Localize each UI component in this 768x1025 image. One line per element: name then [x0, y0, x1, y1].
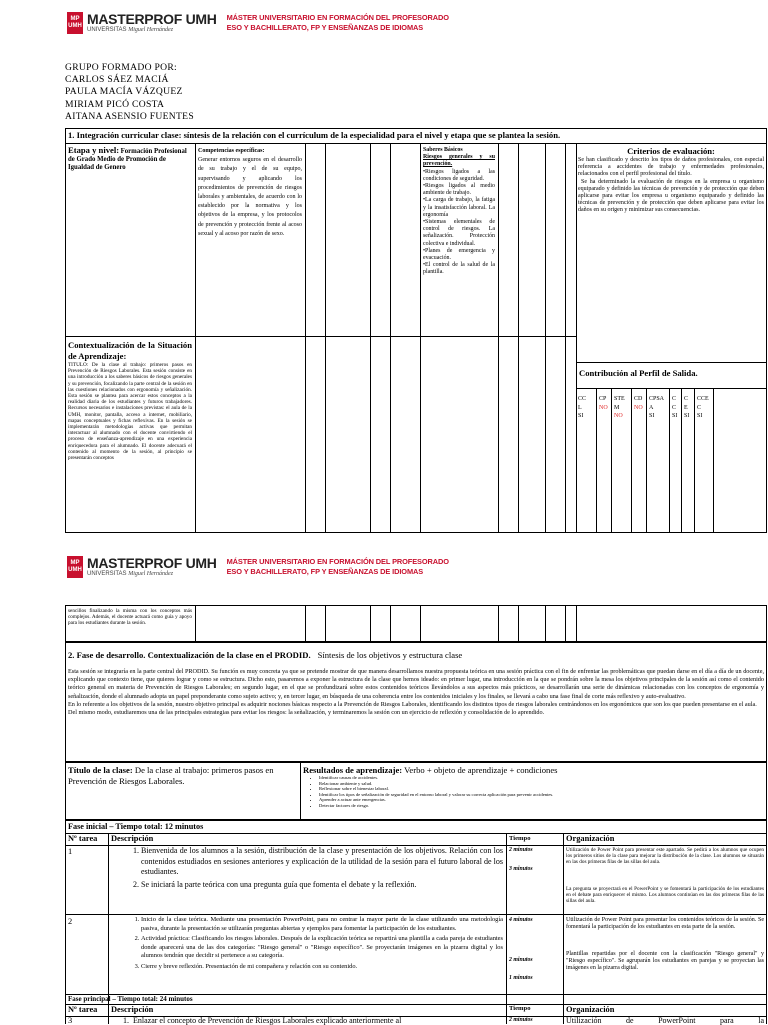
task-time: 2 minutos: [509, 847, 533, 853]
results-value: Verbo + objeto de aprendizaje + condiciones: [404, 765, 558, 775]
result-item: • Aprender a actuar ante emergencias.: [319, 797, 765, 803]
logo-sub-b: Miguel Hernández: [128, 571, 174, 577]
task-number: 3: [68, 1016, 73, 1025]
perfil-label: STE: [614, 396, 625, 402]
context-text: TÍTULO: De la clase al trabajo: primeros pasos en Prevención de Riesgos Laborales. Esta sesión consiste en una introducción a los saberes básicos de riesgos generales y su prevención, focalizando la parte central de la sesión en las cuestiones relacionados con ergonomía y señalización. Esta sesión se plantea para acercar estos conceptos a la realidad diaria de los estudiantes y futuros trabajadores. Recursos necesarios e instalaciones previstas: el aula de la UMH, monitor, pantalla, acceso a internet, mobiliario, mapas conceptuales y fichas reflexivas. En la sesión se implementarán metodologías activas que permitan interactuar al alumnado con el docente convirtiendo el proceso de enseñanza-aprendizaje en una experiencia enriquecedora para el alumnado. El docente adecuará el contenido al momento de la sesión, al principio se presentarán conceptos: [68, 362, 192, 462]
section2-body: [68, 668, 764, 717]
perfil-competence-cell: [694, 388, 713, 533]
perfil-label: A: [649, 404, 654, 411]
perfil-label: C: [672, 404, 677, 411]
section2-heading: [68, 645, 764, 663]
task-step: 2. Actividad práctica: Clasificando los riesgos laborales. Después de la explicación teórica se repartirá una plantilla a cada pareja de estudiantes donde aparecerá una de las dos categorías: "Riesgo general" o "Riesgo específico". Se proyectarán imágenes en la pizarra digital y los alumnos tendrán que decidir si pertenece a su categoría.: [141, 935, 503, 961]
task-time: 2 minutos: [509, 1017, 533, 1023]
umh-badge-icon: [67, 556, 83, 578]
result-item: • Detectar factores de riesgo.: [319, 803, 765, 809]
results-list: [303, 775, 765, 809]
authors-heading: GRUPO FORMADO POR:: [65, 62, 178, 73]
perfil-label: E: [684, 404, 688, 411]
program-title-line2: ESO Y BACHILLERATO, FP Y ENSEÑANZAS DE IDIOMAS: [226, 23, 424, 32]
section1-title: 1. Integración curricular clase: síntesis de la relación con el currículum de la especialidad para el nivel y etapa que se plantea la sesión.: [68, 130, 561, 140]
logo-text: [87, 556, 217, 578]
task-step: 2. Se iniciará la parte teórica con una pregunta guía que fomenta el debate y la reflexión.: [141, 880, 503, 891]
logo-sub: [87, 570, 217, 578]
perfil-label: SI: [684, 413, 690, 419]
section2-p1: Esta sesión se integraría en la parte central del PRODID. Su función es muy concreta ya que se pretende mostrar de que manera desarrollamos nuestra propuesta teórica en una sesión práctica con el fin de enfrentar las problemáticas que puedan darse en el día a día de un docente, explicando que contexto tiene, que quieres lograr y como se estructura. Dicho esto, pasaremos a exponer la estructura de la clase que hemos ideado: en primer lugar, una introducción en la que se pondrán sobre la mesa los objetivos principales de la sesión así como el contenido teórico general en materia de Prevención de Riesgos Laborales; en segundo lugar, en el que se profundizará sobre estos contenidos teóricos llevándolos a sus aspectos más prácticos, se desarrollarán una serie de dinámicas relacionadas con los conceptos de ergonomía y señalización, donde el alumnado adopta un papel preponderante como sujeto activo; y, en tercer lugar, en búsqueda de una coherencia entre los contenidos iniciales y los finales, se llevará a cabo una fase final de corte más reflexivo y auto-evaluativo.: [68, 668, 764, 700]
task-organization: Plantillas repartidas por el docente con la clasificación "Riesgo general" y "Riesgo específico". Se agruparán los estudiantes en parejas y se proyectan las imágenes en la pizarra digital.: [566, 951, 764, 971]
perfil-title: Contribución al Perfil de Salida.: [579, 368, 698, 378]
perfil-empty-cell: [713, 388, 768, 533]
logo-sub-a: UNIVERSITAS: [87, 27, 127, 33]
task-step: 1. Inicio de la clase teórica. Mediante una presentación PowerPoint, para no centrar la mayor parte de la clase utilizando una metodología pasiva, durante la presentación se utilizarán preguntas abiertas y ejemplos para fomentar la participación de los estudiantes.: [141, 916, 503, 933]
fase-principal: Fase principal – Tiempo total: 24 minutos: [68, 995, 193, 1003]
saberes-item: •El control de la salud de la plantilla.: [423, 262, 495, 276]
perfil-competence-cell: [681, 388, 694, 533]
fase-inicial: Fase inicial – Tiempo total: 12 minutos: [68, 822, 204, 831]
saberes-title: Saberes Básicos: [423, 147, 463, 153]
result-item: • Relacionar ambiente y salud.: [319, 781, 765, 787]
task-time: 2 minutos: [509, 957, 533, 963]
author-name: AITANA ASENSIO FUENTES: [65, 110, 194, 122]
class-title-value: De la clase al trabajo: primeros pasos en Prevención de Riesgos Laborales.: [68, 765, 274, 786]
perfil-label: NO: [634, 404, 643, 411]
competencias-title: Competencias específicas:: [198, 148, 265, 154]
authors-block: [65, 62, 194, 123]
result-item: • Reflexionar sobre el bienestar laboral.: [319, 786, 765, 792]
task-time: 4 minutos: [509, 917, 533, 923]
umh-badge-icon: [67, 12, 83, 34]
col-tarea-header: Nº tarea: [68, 834, 98, 843]
criterios-title: Criterios de evaluación:: [627, 146, 715, 156]
col-tiempo-header: Tiempo: [509, 1005, 531, 1012]
logo-sub-a: UNIVERSITAS: [87, 571, 127, 577]
perfil-competence-cell: [669, 388, 681, 533]
task-time: 1 minutos: [509, 975, 533, 981]
task-number: 2: [68, 917, 73, 926]
program-title-line1: MÁSTER UNIVERSITARIO EN FORMACIÓN DEL PROFESORADO: [226, 13, 449, 22]
perfil-label: CPSA: [649, 396, 665, 402]
result-item: • Identificar causas de accidentes.: [319, 775, 765, 781]
perfil-label: C: [684, 396, 689, 402]
perfil-label: NO: [599, 404, 608, 411]
badge-top: MP: [70, 560, 80, 566]
perfil-label: C: [697, 404, 702, 411]
perfil-label: SI: [672, 413, 678, 419]
etapa-label: Etapa y nivel:: [68, 145, 120, 155]
results-cell: [303, 765, 765, 809]
badge-bottom: UMH: [68, 567, 82, 573]
program-title-line2: ESO Y BACHILLERATO, FP Y ENSEÑANZAS DE IDIOMAS: [226, 567, 424, 576]
task-time: 3 minutos: [509, 866, 533, 872]
criterios-p2: Se ha determinado la evaluación de riesgos en la empresa u organismo equiparado y definido las técnicas de prevención y de protección que deben aplicarse para evitar los empresa u organismo equiparado y definido las técnicas de prevención y de protección que deben aplicarse para evitar los daños en su origen y minimizar sus consecuencias.: [578, 178, 764, 214]
col-tiempo-header: Tiempo: [509, 835, 531, 842]
perfil-label: SI: [649, 413, 655, 419]
saberes-item: •La carga de trabajo, la fatiga y la insatisfacción laboral. La ergonomía: [423, 197, 495, 218]
context-continuation: sencillos finalizando la misma con los conceptos más complejos. Además, el docente actuará como guía y apoyo para los estudiantes durante la sesión.: [68, 608, 192, 627]
perfil-competence-cell: [646, 388, 669, 533]
competencias-text: Generar entornos seguros en el desarrollo de su trabajo y el de su equipo, supervisando y aplicando los procedimientos de prevención de riesgos laborales y ambientales, de acuerdo con lo establecido por la normativa y los objetivos de la empresa, y los protocolos de prevención y protección frente al acoso sexual y al acoso por razón de sexo.: [198, 157, 302, 237]
task-step: 1. Bienvenida de los alumnos a la sesión, distribución de la clase y presentación de los objetivos. Relación con los contenidos estudiados en sesiones anteriores y explicación de la utilidad de la sesión para el futuro laboral de los estudiantes.: [141, 846, 503, 878]
perfil-label: CCE: [697, 396, 709, 402]
saberes-item: •Sistemas elementales de control de riesgos. La señalización. Protección colectiva e individual.: [423, 219, 495, 247]
results-label: Resultados de aprendizaje:: [303, 765, 403, 775]
logo-sub: [87, 26, 217, 34]
perfil-competence-cell: [596, 388, 611, 533]
col-tarea-header: Nº tarea: [68, 1005, 98, 1014]
author-name: CARLOS SÁEZ MACIÁ: [65, 74, 169, 86]
context-cell: [68, 340, 192, 530]
perfil-label: C: [672, 396, 677, 402]
col-desc-header: Descripción: [111, 1005, 154, 1014]
class-title-cell: [68, 765, 298, 786]
task-description: [111, 846, 503, 892]
perfil-competence-cell: [631, 388, 646, 533]
section2-title: 2. Fase de desarrollo. Contextualización de la clase en el PRODID.: [68, 650, 311, 660]
saberes-subtitle: Riesgos generales y su prevención.: [423, 154, 495, 168]
logo-sub-b: Miguel Hernández: [128, 27, 174, 33]
result-item: • Identificar los tipos de señalización de seguridad en el entorno laboral y valorar su correcta aplicación para prevenir accidentes.: [319, 792, 765, 798]
section2-p3: Del mismo modo, estudiaremos una de las principales estrategias para evitar los riesgos: la señalización, y terminaremos la sesión con un ejercicio de reflexión y consolidación de lo aprendido.: [68, 709, 545, 717]
perfil-label: CP: [599, 396, 607, 402]
criterios-cell: [578, 146, 764, 215]
author-name: MIRIAM PICÓ COSTA: [65, 98, 165, 110]
context-title: Contextualización de la Situación de Aprendizaje:: [68, 340, 192, 361]
criterios-p1: Se han clasificado y descrito los tipos de daños profesionales, con especial referencia a accidentes de trabajo y enfermedades profesionales, relacionados con el perfil profesional del título.: [578, 157, 764, 178]
task-organization: La pregunta se proyectará en el PowerPoint y se fomentará la participación de los estudiantes en el debate para enriquecer el mismo. Los alumnos continúan en las dos primeras filas de las sillas del aula.: [566, 886, 764, 905]
program-title-line1: MÁSTER UNIVERSITARIO EN FORMACIÓN DEL PROFESORADO: [226, 557, 449, 566]
perfil-competence-cell: [611, 388, 631, 533]
task-organization: Utilización de PowerPoint para la: [566, 1016, 764, 1025]
logo-main: MASTERPROF UMH: [87, 555, 217, 571]
saberes-item: •Riesgos ligados a las condiciones de seguridad.: [423, 168, 495, 182]
col-org-header: Organización: [566, 1005, 615, 1014]
saberes-item: •Planes de emergencia y evacuación.: [423, 247, 495, 262]
task-number: 1: [68, 847, 73, 856]
header-logo: [67, 12, 449, 34]
perfil-grid: [576, 388, 767, 533]
badge-bottom: UMH: [68, 23, 82, 29]
badge-top: MP: [70, 16, 80, 22]
saberes-cell: [423, 147, 495, 277]
col-org-header: Organización: [566, 834, 615, 843]
perfil-label: CD: [634, 396, 643, 402]
section2-subtitle: Síntesis de los objetivos y estructura clase: [317, 650, 463, 660]
logo-text: [87, 12, 217, 34]
perfil-competence-cell: [576, 388, 596, 533]
header-logo-page2: [67, 556, 449, 578]
etapa-value: Formación Profesional de Grado Medio de Promoción de Igualdad de Genero: [68, 148, 187, 171]
perfil-label: L: [578, 404, 582, 411]
perfil-label: SI: [697, 413, 703, 419]
col-desc-header: Descripción: [111, 834, 154, 843]
perfil-label: M: [614, 404, 620, 411]
perfil-label: CC: [578, 396, 587, 402]
task-organization: Utilización de Power Point para presentar este apartado. Se pedirá a los alumnos que ocupen los primeros sitios de la clase para mejorar la distribución de la clase. Los alumnos se situarán en las dos primeras filas de las sillas del aula.: [566, 847, 764, 866]
task-step-number: 1.: [123, 1016, 133, 1025]
perfil-label: SI: [578, 413, 584, 419]
task-step: 3. Cierre y breve reflexión. Presentación de mi compañera y relación con su contenido.: [141, 963, 503, 972]
saberes-item: •Riesgos ligados al medio ambiente de trabajo.: [423, 183, 495, 197]
competencias-cell: [198, 147, 302, 239]
author-name: PAULA MACÍA VÁZQUEZ: [65, 86, 183, 98]
program-title: [227, 557, 449, 577]
class-title-label: Título de la clase:: [68, 765, 133, 775]
task-description: [111, 916, 503, 974]
section2-p2: En lo referente a los objetivos de la sesión, nuestro objetivo principal es adquirir nociones básicas respecto a la Prevención de Riesgos Laborales, identificando los distintos tipos de riesgos laborales centrándonos en los ergonómicos que son los que pueden presentarse en el aula.: [68, 700, 757, 708]
task-organization: Utilización de Power Point para presentar los contenidos teóricos de la sesión. Se fomentará la participación de los estudiantes en esta parte de la sesión.: [566, 917, 764, 930]
logo-main: MASTERPROF UMH: [87, 11, 217, 27]
task-step: Enlazar el concepto de Prevención de Riesgos Laborales explicado anteriormente al: [133, 1016, 402, 1025]
etapa-cell: [68, 147, 192, 172]
perfil-label: NO: [614, 413, 623, 419]
program-title: [227, 13, 449, 33]
